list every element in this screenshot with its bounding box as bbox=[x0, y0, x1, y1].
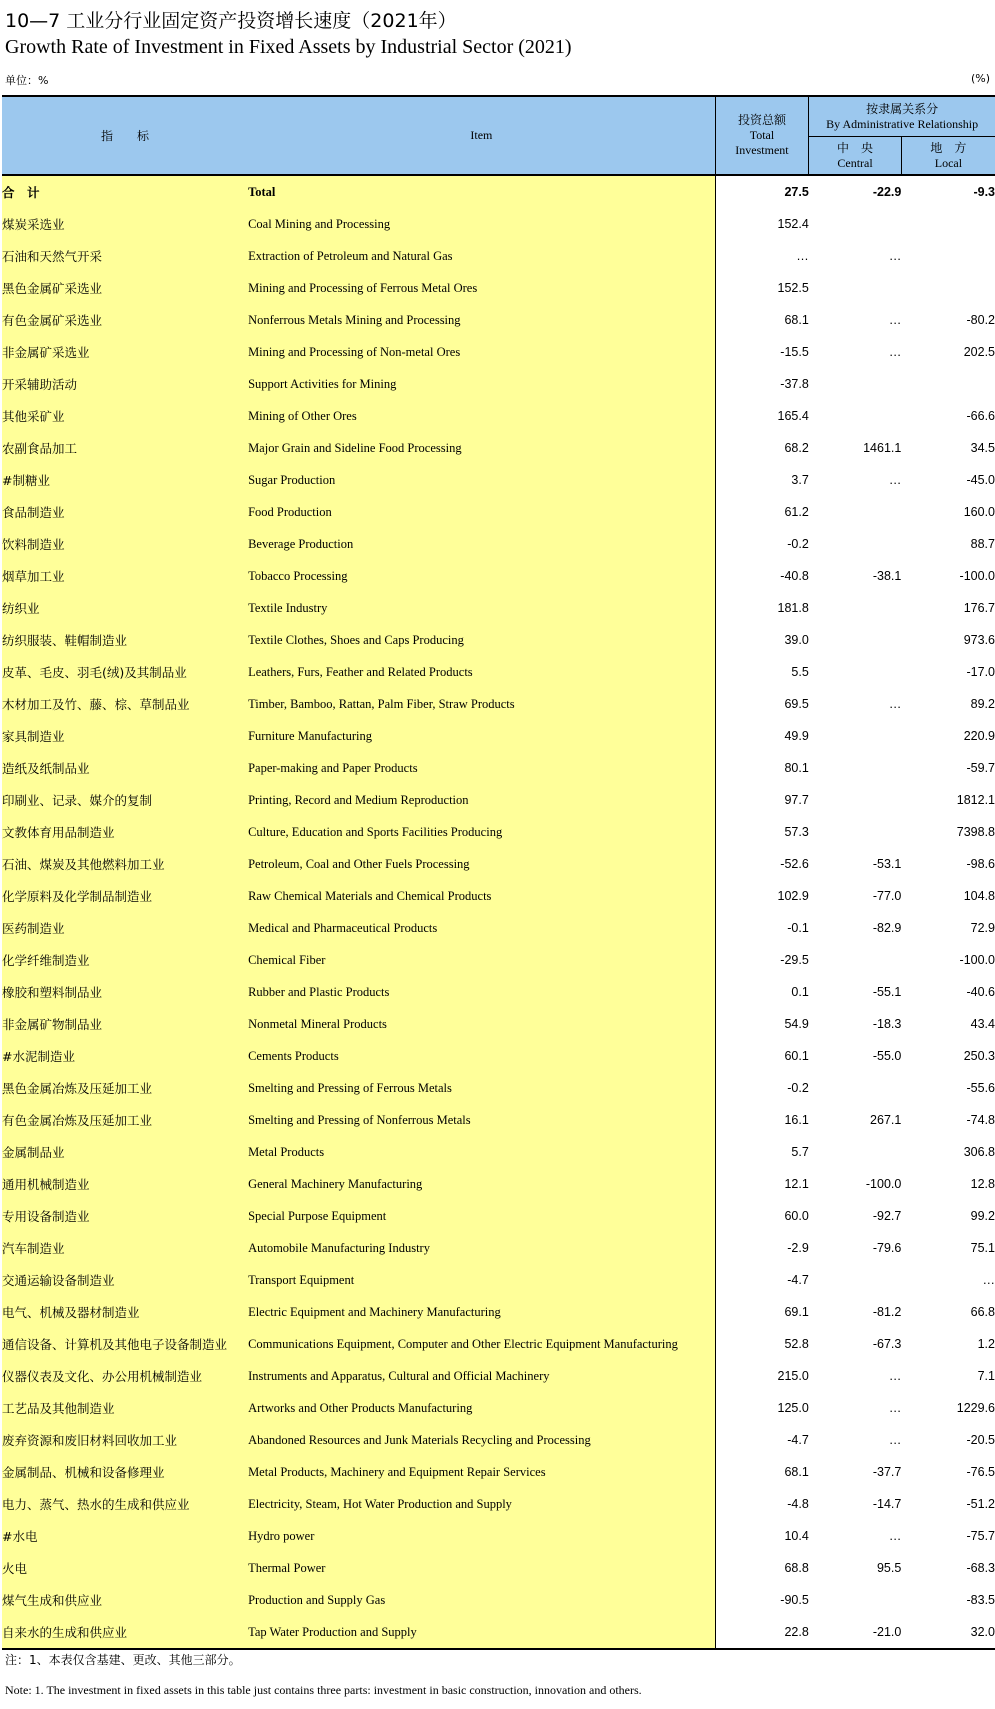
cell-local: 99.2 bbox=[970, 1209, 995, 1223]
cell-total: 68.8 bbox=[784, 1561, 809, 1575]
row-label-cn: 煤炭采选业 bbox=[2, 208, 248, 240]
cell-total: -0.2 bbox=[787, 537, 809, 551]
row-label-cn: 电气、机械及器材制造业 bbox=[2, 1296, 248, 1328]
row-label-en: Rubber and Plastic Products bbox=[248, 976, 715, 1008]
cell-central: -21.0 bbox=[809, 1616, 902, 1649]
cell-local: -9.3 bbox=[973, 185, 995, 199]
cell-local: -55.6 bbox=[966, 1081, 995, 1095]
cell-total: -90.5 bbox=[780, 1593, 809, 1607]
cell-central: -67.3 bbox=[872, 1337, 902, 1351]
row-label-cn: 木材加工及竹、藤、棕、草制品业 bbox=[2, 688, 248, 720]
row-label-cn: 金属制品业 bbox=[2, 1136, 248, 1168]
cell-total: 52.8 bbox=[784, 1337, 809, 1351]
table-row bbox=[2, 400, 995, 432]
table-row bbox=[2, 656, 995, 688]
cell-central bbox=[809, 208, 902, 240]
row-label-en: Electric Equipment and Machinery Manufacturing bbox=[248, 1296, 715, 1328]
row-label-en: Smelting and Pressing of Ferrous Metals bbox=[248, 1072, 715, 1104]
cell-total: -4.7 bbox=[787, 1273, 809, 1287]
table-row bbox=[2, 1008, 995, 1040]
cell-local: 89.2 bbox=[970, 697, 995, 711]
cell-central: 1461.1 bbox=[863, 441, 902, 455]
cell-total: 27.5 bbox=[784, 185, 809, 199]
cell-central bbox=[809, 496, 902, 528]
cell-total: 49.9 bbox=[784, 729, 809, 743]
table-row bbox=[2, 1616, 995, 1649]
cell-local: 12.8 bbox=[970, 1177, 995, 1191]
table-row bbox=[2, 688, 995, 720]
row-label-cn: 汽车制造业 bbox=[2, 1232, 248, 1264]
row-label-en: Timber, Bamboo, Rattan, Palm Fiber, Straw Products bbox=[248, 688, 715, 720]
cell-local: 1229.6 bbox=[956, 1401, 995, 1415]
row-label-cn: 黑色金属矿采选业 bbox=[2, 272, 248, 304]
cell-total: -2.9 bbox=[787, 1241, 809, 1255]
cell-central: … bbox=[888, 1369, 902, 1383]
cell-local bbox=[901, 368, 995, 400]
cell-total: 57.3 bbox=[784, 825, 809, 839]
row-label-cn: 化学纤维制造业 bbox=[2, 944, 248, 976]
cell-local: -98.6 bbox=[966, 857, 995, 871]
row-label-cn: 饮料制造业 bbox=[2, 528, 248, 560]
table-row bbox=[2, 1296, 995, 1328]
table-row bbox=[2, 720, 995, 752]
cell-central: -82.9 bbox=[872, 921, 902, 935]
header-central: 中 央 Central bbox=[809, 137, 902, 176]
row-label-cn: 纺织服装、鞋帽制造业 bbox=[2, 624, 248, 656]
header-total: 投资总额 Total Investment bbox=[715, 96, 809, 175]
cell-central: -37.7 bbox=[872, 1465, 902, 1479]
row-label-cn: 电力、蒸气、热水的生成和供应业 bbox=[2, 1488, 248, 1520]
row-label-cn: 火电 bbox=[2, 1552, 248, 1584]
row-label-cn: 开采辅助活动 bbox=[2, 368, 248, 400]
row-label-en: Raw Chemical Materials and Chemical Products bbox=[248, 880, 715, 912]
cell-central: -18.3 bbox=[872, 1017, 902, 1031]
row-label-en: Textile Clothes, Shoes and Caps Producing bbox=[248, 624, 715, 656]
row-label-en: Cements Products bbox=[248, 1040, 715, 1072]
cell-central: … bbox=[888, 1529, 902, 1543]
cell-local: -75.7 bbox=[966, 1529, 995, 1543]
cell-total: 16.1 bbox=[784, 1113, 809, 1127]
cell-local: -17.0 bbox=[966, 665, 995, 679]
cell-total: -0.1 bbox=[787, 921, 809, 935]
row-label-cn: 通信设备、计算机及其他电子设备制造业 bbox=[2, 1328, 248, 1360]
row-label-en: Communications Equipment, Computer and Other Electric Equipment Manufacturing bbox=[248, 1328, 715, 1360]
row-label-cn: 仪器仪表及文化、办公用机械制造业 bbox=[2, 1360, 248, 1392]
row-label-cn: 橡胶和塑料制品业 bbox=[2, 976, 248, 1008]
row-label-en: Tobacco Processing bbox=[248, 560, 715, 592]
cell-total: 60.0 bbox=[784, 1209, 809, 1223]
table-row bbox=[2, 816, 995, 848]
cell-total: 12.1 bbox=[784, 1177, 809, 1191]
cell-central bbox=[809, 1136, 902, 1168]
row-label-cn: 烟草加工业 bbox=[2, 560, 248, 592]
row-label-cn: 通用机械制造业 bbox=[2, 1168, 248, 1200]
cell-total: 152.5 bbox=[777, 281, 809, 295]
cell-local: 306.8 bbox=[963, 1145, 995, 1159]
row-label-cn: #水泥制造业 bbox=[2, 1040, 248, 1072]
table-row bbox=[2, 1104, 995, 1136]
header-item-en: Item bbox=[248, 96, 715, 175]
row-label-cn: 黑色金属冶炼及压延加工业 bbox=[2, 1072, 248, 1104]
header-item-cn: 指 标 bbox=[2, 96, 248, 175]
table-body bbox=[2, 175, 995, 1649]
page-title-en: Growth Rate of Investment in Fixed Assets by Industrial Sector (2021) bbox=[5, 36, 572, 58]
cell-total: 5.7 bbox=[791, 1145, 809, 1159]
row-label-en: Electricity, Steam, Hot Water Production and Supply bbox=[248, 1488, 715, 1520]
cell-total: 102.9 bbox=[777, 889, 809, 903]
row-label-en: Nonferrous Metals Mining and Processing bbox=[248, 304, 715, 336]
cell-central bbox=[809, 1584, 902, 1616]
row-label-cn: 有色金属矿采选业 bbox=[2, 304, 248, 336]
cell-central: -38.1 bbox=[872, 569, 902, 583]
cell-central bbox=[809, 528, 902, 560]
cell-local: 220.9 bbox=[963, 729, 995, 743]
row-label-en: Paper-making and Paper Products bbox=[248, 752, 715, 784]
row-label-en: Beverage Production bbox=[248, 528, 715, 560]
cell-local: 1812.1 bbox=[956, 793, 995, 807]
row-label-cn: 石油、煤炭及其他燃料加工业 bbox=[2, 848, 248, 880]
row-label-cn: 煤气生成和供应业 bbox=[2, 1584, 248, 1616]
cell-local: -68.3 bbox=[966, 1561, 995, 1575]
row-label-cn: 有色金属冶炼及压延加工业 bbox=[2, 1104, 248, 1136]
row-label-cn: 食品制造业 bbox=[2, 496, 248, 528]
row-label-cn: 化学原料及化学制品制造业 bbox=[2, 880, 248, 912]
cell-local: -80.2 bbox=[966, 313, 995, 327]
cell-total: … bbox=[796, 249, 809, 263]
cell-central: -55.0 bbox=[872, 1049, 902, 1063]
cell-local: -51.2 bbox=[966, 1497, 995, 1511]
cell-total: -37.8 bbox=[780, 377, 809, 391]
row-label-en: Furniture Manufacturing bbox=[248, 720, 715, 752]
cell-local: 7398.8 bbox=[956, 825, 995, 839]
cell-local: -66.6 bbox=[966, 409, 995, 423]
row-label-en: Mining and Processing of Non-metal Ores bbox=[248, 336, 715, 368]
row-label-en: Automobile Manufacturing Industry bbox=[248, 1232, 715, 1264]
row-label-cn: 非金属矿物制品业 bbox=[2, 1008, 248, 1040]
row-label-en: Support Activities for Mining bbox=[248, 368, 715, 400]
cell-total: -0.2 bbox=[787, 1081, 809, 1095]
row-label-cn: 其他采矿业 bbox=[2, 400, 248, 432]
row-label-cn: #水电 bbox=[2, 1520, 248, 1552]
cell-total: 80.1 bbox=[784, 761, 809, 775]
row-label-cn: 工艺品及其他制造业 bbox=[2, 1392, 248, 1424]
row-label-en: Metal Products bbox=[248, 1136, 715, 1168]
cell-local: 75.1 bbox=[970, 1241, 995, 1255]
row-label-cn: 废弃资源和废旧材料回收加工业 bbox=[2, 1424, 248, 1456]
cell-local bbox=[901, 208, 995, 240]
cell-total: 22.8 bbox=[715, 1616, 809, 1649]
cell-central: 95.5 bbox=[876, 1561, 902, 1575]
cell-total: 3.7 bbox=[791, 473, 809, 487]
row-label-cn: 皮革、毛皮、羽毛(绒)及其制品业 bbox=[2, 656, 248, 688]
cell-central: … bbox=[888, 1401, 902, 1415]
cell-local: -100.0 bbox=[959, 953, 995, 967]
cell-total: -52.6 bbox=[780, 857, 809, 871]
cell-central: -77.0 bbox=[872, 889, 902, 903]
row-label-en: Chemical Fiber bbox=[248, 944, 715, 976]
table-row bbox=[2, 880, 995, 912]
cell-local: 160.0 bbox=[963, 505, 995, 519]
cell-central: … bbox=[888, 473, 902, 487]
table-row bbox=[2, 272, 995, 304]
table-row bbox=[2, 1040, 995, 1072]
table-row bbox=[2, 528, 995, 560]
cell-central bbox=[809, 592, 902, 624]
cell-local: -74.8 bbox=[966, 1113, 995, 1127]
table-row bbox=[2, 944, 995, 976]
investment-table bbox=[2, 95, 995, 1650]
cell-central: 267.1 bbox=[870, 1113, 902, 1127]
cell-central: -55.1 bbox=[872, 985, 902, 999]
table-row bbox=[2, 1328, 995, 1360]
cell-total: 0.1 bbox=[791, 985, 809, 999]
cell-central bbox=[809, 272, 902, 304]
row-label-en: General Machinery Manufacturing bbox=[248, 1168, 715, 1200]
cell-central bbox=[809, 400, 902, 432]
cell-total: 68.1 bbox=[784, 1465, 809, 1479]
cell-local: 32.0 bbox=[901, 1616, 995, 1649]
table-row bbox=[2, 1232, 995, 1264]
cell-local: 66.8 bbox=[970, 1305, 995, 1319]
header-local: 地 方 Local bbox=[901, 137, 995, 176]
cell-central: … bbox=[888, 313, 902, 327]
row-label-cn: 金属制品、机械和设备修理业 bbox=[2, 1456, 248, 1488]
table-row bbox=[2, 1392, 995, 1424]
table-row bbox=[2, 1264, 995, 1296]
cell-total: 68.1 bbox=[784, 313, 809, 327]
row-label-en: Petroleum, Coal and Other Fuels Processing bbox=[248, 848, 715, 880]
cell-total: -29.5 bbox=[780, 953, 809, 967]
row-label-en: Textile Industry bbox=[248, 592, 715, 624]
row-label-en: Instruments and Apparatus, Cultural and Official Machinery bbox=[248, 1360, 715, 1392]
row-label-cn: 合 计 bbox=[2, 175, 248, 208]
cell-central: -22.9 bbox=[872, 185, 902, 199]
table-row bbox=[2, 848, 995, 880]
cell-local: 72.9 bbox=[970, 921, 995, 935]
cell-central: -81.2 bbox=[872, 1305, 902, 1319]
cell-total: 68.2 bbox=[784, 441, 809, 455]
cell-local: 1.2 bbox=[977, 1337, 995, 1351]
row-label-en: Metal Products, Machinery and Equipment Repair Services bbox=[248, 1456, 715, 1488]
row-label-en: Mining of Other Ores bbox=[248, 400, 715, 432]
row-label-en: Abandoned Resources and Junk Materials Recycling and Processing bbox=[248, 1424, 715, 1456]
table-row bbox=[2, 304, 995, 336]
cell-local: 202.5 bbox=[963, 345, 995, 359]
cell-central bbox=[809, 752, 902, 784]
unit-label: 单位：% bbox=[5, 74, 49, 87]
row-label-en: Food Production bbox=[248, 496, 715, 528]
row-label-en: Hydro power bbox=[248, 1520, 715, 1552]
row-label-en: Tap Water Production and Supply bbox=[248, 1616, 715, 1649]
row-label-en: Printing, Record and Medium Reproduction bbox=[248, 784, 715, 816]
row-label-en: Culture, Education and Sports Facilities Producing bbox=[248, 816, 715, 848]
row-label-cn: #制糖业 bbox=[2, 464, 248, 496]
cell-total: -4.7 bbox=[787, 1433, 809, 1447]
row-label-cn: 纺织业 bbox=[2, 592, 248, 624]
table-row bbox=[2, 1552, 995, 1584]
cell-total: 215.0 bbox=[777, 1369, 809, 1383]
row-label-en: Production and Supply Gas bbox=[248, 1584, 715, 1616]
cell-central: … bbox=[888, 697, 902, 711]
table-row bbox=[2, 208, 995, 240]
cell-total: 61.2 bbox=[784, 505, 809, 519]
footnote-en: Note: 1. The investment in fixed assets in this table just contains three parts: investment in basic construction, innovation and others. bbox=[5, 1683, 642, 1697]
cell-total: 39.0 bbox=[784, 633, 809, 647]
cell-local: -76.5 bbox=[966, 1465, 995, 1479]
table-row bbox=[2, 1136, 995, 1168]
table-row bbox=[2, 1456, 995, 1488]
cell-total: -40.8 bbox=[780, 569, 809, 583]
row-label-en: Thermal Power bbox=[248, 1552, 715, 1584]
cell-local: -45.0 bbox=[966, 473, 995, 487]
table-row bbox=[2, 464, 995, 496]
row-label-cn: 非金属矿采选业 bbox=[2, 336, 248, 368]
cell-total: 181.8 bbox=[777, 601, 809, 615]
cell-total: 152.4 bbox=[777, 217, 809, 231]
row-label-en: Artworks and Other Products Manufacturing bbox=[248, 1392, 715, 1424]
row-label-en: Extraction of Petroleum and Natural Gas bbox=[248, 240, 715, 272]
table-row bbox=[2, 912, 995, 944]
cell-local bbox=[901, 272, 995, 304]
cell-central bbox=[809, 1072, 902, 1104]
cell-local: 250.3 bbox=[963, 1049, 995, 1063]
cell-total: 10.4 bbox=[784, 1529, 809, 1543]
table-row bbox=[2, 175, 995, 208]
table-row bbox=[2, 752, 995, 784]
cell-local bbox=[901, 240, 995, 272]
cell-local: 43.4 bbox=[970, 1017, 995, 1031]
cell-total: 165.4 bbox=[777, 409, 809, 423]
cell-central bbox=[809, 816, 902, 848]
table-row bbox=[2, 336, 995, 368]
cell-local: -83.5 bbox=[966, 1593, 995, 1607]
row-label-cn: 文教体育用品制造业 bbox=[2, 816, 248, 848]
cell-total: 60.1 bbox=[784, 1049, 809, 1063]
table-row bbox=[2, 624, 995, 656]
table-row bbox=[2, 1200, 995, 1232]
cell-local: … bbox=[982, 1273, 995, 1287]
row-label-cn: 印刷业、记录、媒介的复制 bbox=[2, 784, 248, 816]
row-label-cn: 农副食品加工 bbox=[2, 432, 248, 464]
unit-label-right: (%) bbox=[970, 72, 990, 85]
cell-total: 69.5 bbox=[784, 697, 809, 711]
table-row bbox=[2, 1168, 995, 1200]
cell-central bbox=[809, 944, 902, 976]
table-row bbox=[2, 496, 995, 528]
page-title-cn: 10—7 工业分行业固定资产投资增长速度（2021年） bbox=[5, 10, 457, 32]
row-label-en: Major Grain and Sideline Food Processing bbox=[248, 432, 715, 464]
table-row bbox=[2, 976, 995, 1008]
row-label-en: Total bbox=[248, 175, 715, 208]
table-row bbox=[2, 560, 995, 592]
row-label-en: Leathers, Furs, Feather and Related Products bbox=[248, 656, 715, 688]
cell-local: 88.7 bbox=[970, 537, 995, 551]
cell-total: -15.5 bbox=[780, 345, 809, 359]
table-row bbox=[2, 432, 995, 464]
row-label-en: Smelting and Pressing of Nonferrous Metals bbox=[248, 1104, 715, 1136]
cell-central bbox=[809, 784, 902, 816]
table-row bbox=[2, 240, 995, 272]
cell-local: -40.6 bbox=[966, 985, 995, 999]
table-row bbox=[2, 1584, 995, 1616]
row-label-en: Transport Equipment bbox=[248, 1264, 715, 1296]
table-row bbox=[2, 592, 995, 624]
cell-central bbox=[809, 720, 902, 752]
cell-local: 104.8 bbox=[963, 889, 995, 903]
cell-total: -4.8 bbox=[787, 1497, 809, 1511]
row-label-cn: 石油和天然气开采 bbox=[2, 240, 248, 272]
row-label-cn: 自来水的生成和供应业 bbox=[2, 1616, 248, 1649]
cell-central bbox=[809, 1264, 902, 1296]
cell-central: … bbox=[888, 249, 902, 263]
cell-central: … bbox=[888, 1433, 902, 1447]
row-label-cn: 专用设备制造业 bbox=[2, 1200, 248, 1232]
table-row bbox=[2, 1072, 995, 1104]
cell-local: 34.5 bbox=[970, 441, 995, 455]
cell-total: 54.9 bbox=[784, 1017, 809, 1031]
cell-local: 7.1 bbox=[977, 1369, 995, 1383]
header-admin: 按隶属关系分 By Administrative Relationship bbox=[809, 96, 995, 137]
cell-local: -59.7 bbox=[966, 761, 995, 775]
row-label-en: Nonmetal Mineral Products bbox=[248, 1008, 715, 1040]
table-row bbox=[2, 1360, 995, 1392]
row-label-en: Coal Mining and Processing bbox=[248, 208, 715, 240]
cell-central: -53.1 bbox=[872, 857, 902, 871]
cell-central bbox=[809, 656, 902, 688]
table-row bbox=[2, 1488, 995, 1520]
cell-central bbox=[809, 624, 902, 656]
table-row bbox=[2, 368, 995, 400]
table-row bbox=[2, 1424, 995, 1456]
cell-total: 69.1 bbox=[784, 1305, 809, 1319]
cell-local: -20.5 bbox=[966, 1433, 995, 1447]
cell-central: … bbox=[888, 345, 902, 359]
cell-total: 125.0 bbox=[777, 1401, 809, 1415]
cell-central: -100.0 bbox=[865, 1177, 902, 1191]
cell-central: -14.7 bbox=[872, 1497, 902, 1511]
cell-local: -100.0 bbox=[959, 569, 995, 583]
table-row bbox=[2, 784, 995, 816]
row-label-cn: 造纸及纸制品业 bbox=[2, 752, 248, 784]
row-label-en: Special Purpose Equipment bbox=[248, 1200, 715, 1232]
cell-central: -92.7 bbox=[872, 1209, 902, 1223]
row-label-cn: 交通运输设备制造业 bbox=[2, 1264, 248, 1296]
row-label-en: Medical and Pharmaceutical Products bbox=[248, 912, 715, 944]
row-label-cn: 家具制造业 bbox=[2, 720, 248, 752]
cell-central: -79.6 bbox=[872, 1241, 902, 1255]
row-label-en: Sugar Production bbox=[248, 464, 715, 496]
cell-total: 5.5 bbox=[791, 665, 809, 679]
cell-total: 97.7 bbox=[784, 793, 809, 807]
row-label-cn: 医药制造业 bbox=[2, 912, 248, 944]
cell-local: 973.6 bbox=[963, 633, 995, 647]
cell-central bbox=[809, 368, 902, 400]
table-row bbox=[2, 1520, 995, 1552]
row-label-en: Mining and Processing of Ferrous Metal Ores bbox=[248, 272, 715, 304]
cell-local: 176.7 bbox=[963, 601, 995, 615]
footnote-cn: 注：1、本表仅含基建、更改、其他三部分。 bbox=[5, 1653, 241, 1667]
